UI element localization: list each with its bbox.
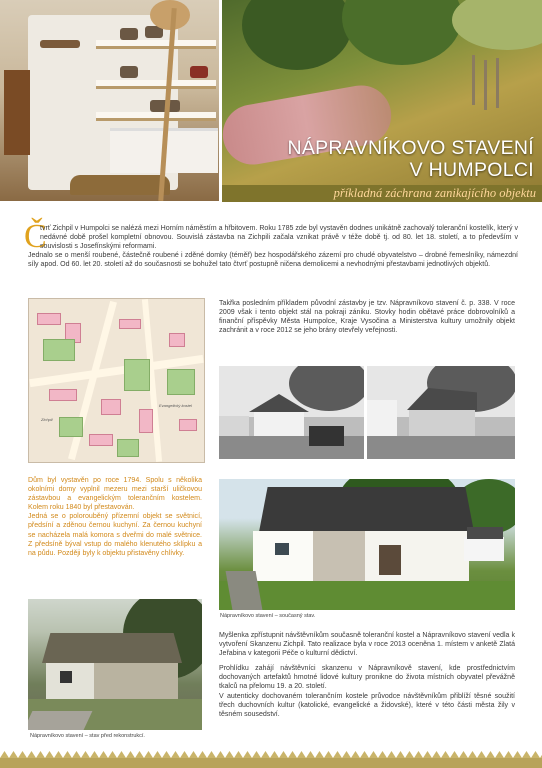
- ornament-triangle: [441, 751, 450, 758]
- intro-text: [28, 224, 518, 269]
- title-line-1: NÁPRAVNÍKOVO STAVENÍ: [287, 137, 534, 159]
- ornament-triangle: [360, 751, 369, 758]
- ornament-triangle: [288, 751, 297, 758]
- caption-current-state: Nápravníkovo stavení – současný stav.: [220, 613, 316, 619]
- page-title: [222, 137, 534, 181]
- intro-paragraph-1: tvrť Zichpil v Humpolci se nalézá mezi Horním náměstím a hřbitovem. Roku 1785 zde byl vystavěn dodnes unikátně zachovalý toleranční kostelík, který v nedávné době prošel kompletní obnovou. Souvislá zástavba na Zichpili začala vznikat právě v téže době tj. od 80. let 18. století, a to především v souvislosti s Josefínskými reformami.: [40, 225, 518, 251]
- title-line-2: V HUMPOLCI: [409, 159, 534, 181]
- photo-historic-2: [367, 366, 515, 459]
- map-label-zichpil: Zichpil: [41, 417, 53, 422]
- ornament-triangle: [234, 751, 243, 758]
- house-description-2: Jedná se o polorouběný přízemní objekt se světnicí, předsíní a zděnou černou kuchyní. Za černou kuchyní se nacházela malá komora s dveřmi do malé světnice. Z předsíně býval vstup do malého klenutého sklípku a na půdu. Později byly k objektu přistavěny chlívky.: [28, 513, 202, 557]
- ornament-triangle: [63, 751, 72, 758]
- ornament-triangle: [135, 751, 144, 758]
- ornament-triangle: [459, 751, 468, 758]
- ornament-triangle: [27, 751, 36, 758]
- ornament-triangle: [36, 751, 45, 758]
- intro-paragraph-2: Jednalo se o menší roubené, částečně roubené i zděné domky (téměř) bez hospodářského zázemí pro chudé obyvatelstvo – drobné řemeslníky, námezdní síly apod. Od 60. let 20. století až do současnosti se bohužel tato čtvrť postupně ničena demolicemi a nevhodnými přestavbami jednotlivých objektů.: [28, 252, 518, 269]
- ornament-triangle: [495, 751, 504, 758]
- ornament-triangle: [162, 751, 171, 758]
- ornament-triangle: [531, 751, 540, 758]
- ornament-triangle: [99, 751, 108, 758]
- ornament-triangle: [513, 751, 522, 758]
- ornament-triangle: [90, 751, 99, 758]
- paragraph-skanzen: [219, 631, 515, 719]
- ornament-triangle: [297, 751, 306, 758]
- ornament-triangle: [207, 751, 216, 758]
- ornament-triangle: [450, 751, 459, 758]
- dropcap: Č: [24, 218, 47, 255]
- ornament-triangle: [387, 751, 396, 758]
- ornament-triangle: [369, 751, 378, 758]
- ornament-triangle: [18, 751, 27, 758]
- ornament-triangle: [315, 751, 324, 758]
- skanzen-paragraph-2: Prohlídku zahájí návštěvníci skanzenu v Nápravníkově stavení, kde prostřednictvím dochovaných artefaktů hmotné lidové kultury pronikne do života místních obyvatel převážně tkalců na přelomu 19. a 20. století.: [219, 665, 515, 691]
- historic-map: [28, 298, 205, 463]
- ornament-triangle: [324, 751, 333, 758]
- ornament-triangle: [342, 751, 351, 758]
- ornament-triangle: [81, 751, 90, 758]
- ornament-triangle: [279, 751, 288, 758]
- ornament-triangle: [261, 751, 270, 758]
- header-photo-interior: [0, 0, 219, 201]
- ornament-triangle: [0, 751, 9, 758]
- ornament-triangle: [9, 751, 18, 758]
- photo-before-reconstruction: [28, 599, 202, 730]
- ornament-triangle: [423, 751, 432, 758]
- ornament-triangle: [171, 751, 180, 758]
- ornament-triangle: [396, 751, 405, 758]
- ornament-triangle: [333, 751, 342, 758]
- ornament-triangle: [72, 751, 81, 758]
- map-label-church: Evangelický kostel: [159, 403, 192, 408]
- ornament-triangle: [351, 751, 360, 758]
- subtitle: příkladná záchrana zanikajícího objektu: [333, 186, 536, 200]
- skanzen-paragraph-1: Myšlenka zpřístupnit návštěvníkům současně toleranční kostel a Nápravníkovo stavení vedla k vytvoření Skanzenu Zichpil. Tato realizace byla v roce 2013 oceněna 1. místem v anketě Zlatá Jeřabina v kategorii Péče o kulturní dědictví.: [219, 632, 515, 658]
- ornament-triangle: [432, 751, 441, 758]
- paragraph-history: Takřka posledním příkladem původní zástavby je tzv. Nápravníkovo stavení č. p. 338. V roce 2009 však i tento objekt stál na pokraji zániku. Stovky hodin obětavé práce dobrovolníků a finanční příspěvky Města Humpolce, Kraje Vysočina a Ministerstva kultury umožnily objekt zachránit a v roce 2012 se jeho brány otevřely veřejnosti.: [219, 300, 515, 335]
- ornament-triangle: [126, 751, 135, 758]
- photo-historic-1: [219, 366, 364, 459]
- footer-ornament: [0, 748, 542, 768]
- ornament-triangle: [468, 751, 477, 758]
- ornament-triangle: [504, 751, 513, 758]
- ornament-triangle: [153, 751, 162, 758]
- ornament-triangle: [252, 751, 261, 758]
- skanzen-paragraph-3: V autenticky dochovaném tolerančním kostele průvodce návštěvníkům přiblíží těsné soužití třech duchovních kultur (katolické, evangelické a židovské), které v této části města žily v těsném sousedství.: [219, 692, 515, 718]
- ornament-triangle: [180, 751, 189, 758]
- ornament-triangle: [45, 751, 54, 758]
- ornament-triangle: [378, 751, 387, 758]
- caption-before-reconstruction: Nápravníkovo stavení – stav před rekonstrukcí.: [30, 733, 145, 739]
- ornament-triangle: [405, 751, 414, 758]
- house-description-1: Dům byl vystavěn po roce 1794. Spolu s několika okolními domy vyplnil mezeru mezi starší uličkovou zástavbou a evangelickým tolerančním kostelem. Kolem roku 1840 byl přestavován.: [28, 477, 202, 512]
- ornament-triangle: [225, 751, 234, 758]
- house-description: [28, 476, 202, 558]
- ornament-triangle: [117, 751, 126, 758]
- ornament-triangle: [189, 751, 198, 758]
- ornament-triangle: [198, 751, 207, 758]
- ornament-triangle: [270, 751, 279, 758]
- ornament-triangle: [216, 751, 225, 758]
- ornament-triangle: [522, 751, 531, 758]
- ornament-triangle: [108, 751, 117, 758]
- ornament-triangle: [144, 751, 153, 758]
- ornament-triangle: [54, 751, 63, 758]
- ornament-triangle: [486, 751, 495, 758]
- ornament-triangle: [414, 751, 423, 758]
- ornament-triangle: [477, 751, 486, 758]
- photo-current-state: [219, 479, 515, 610]
- ornament-triangle: [243, 751, 252, 758]
- ornament-triangle: [306, 751, 315, 758]
